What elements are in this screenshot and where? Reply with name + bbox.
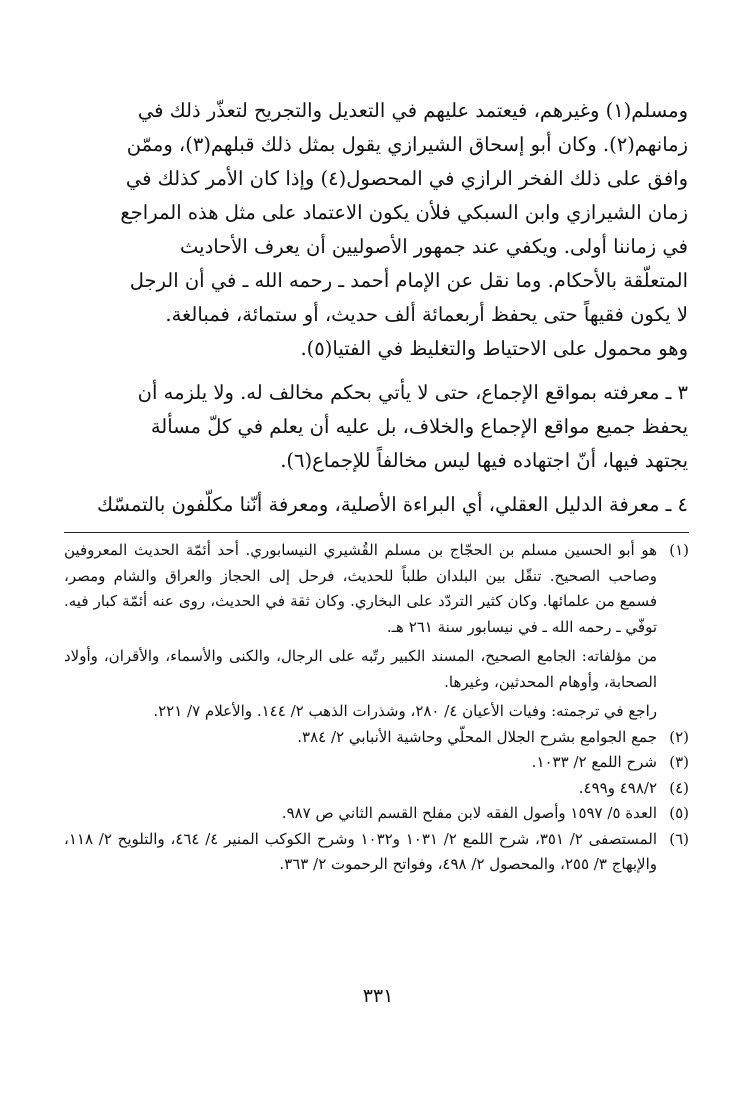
- footnote-number: (٦): [669, 829, 689, 848]
- footnote-text: ٤٩٨/٢ و٤٩٩.: [578, 778, 657, 797]
- footnote-6: [64, 827, 689, 878]
- text-line: يحفظ جميع مواقع الإجماع والخلاف، بل عليه أن يعلم في كلّ مسألة: [150, 415, 688, 438]
- text-line: ٣ ـ معرفته بمواقع الإجماع، حتى لا يأتي بحكم مخالف له. ولا يلزمه أن: [137, 381, 688, 404]
- footnote-text: جمع الجوامع بشرح الجلال المحلّي وحاشية الأنبابي ٢/ ٣٨٤.: [297, 727, 657, 746]
- text-line: وافق على ذلك الفخر الرازي في المحصول(٤) وإذا كان الأمر كذلك في: [125, 167, 688, 190]
- list-item-3: [60, 376, 688, 478]
- footnote-1-refs: راجع في ترجمته: وفيات الأعيان ٤/ ٢٨٠، وشذرات الذهب ٢/ ١٤٤. والأعلام ٧/ ٢٢١.: [153, 702, 657, 720]
- footnote-1-works: من مؤلفاته: الجامع الصحيح، المسند الكبير رتّبه على الرجال، والكنى والأسماء، والأقران، وأولاد الصحابة، وأوهام المحدثين، وغيرها.: [64, 647, 657, 691]
- footnote-number: (٥): [669, 804, 689, 822]
- footnote-number: (٤): [669, 778, 689, 797]
- footnotes: [64, 538, 689, 878]
- text-line: يجتهد فيها، أنّ اجتهاده فيها ليس مخالفاً للإجماع(٦).: [280, 449, 688, 472]
- footnote-text: العدة ٥/ ١٥٩٧ وأصول الفقه لابن مفلح القسم الثاني ص ٩٨٧.: [281, 804, 657, 822]
- text-line: لا يكون فقيهاً حتى يحفظ أربعمائة ألف حديث، أو ستمائة، فمبالغة.: [165, 303, 688, 326]
- footnote-text: المستصفى ٢/ ٣٥١، شرح اللمع ٢/ ١٠٣١ و١٠٣٢ وشرح الكوكب المنير ٤/ ٤٦٤، والتلويح ٢/ ١١٨، والإبهاج ٣/ ٢٥٥، والمحصول ٢/ ٤٩٨، وفواتح الرحموت ٢/ ٣٦٣.: [64, 829, 658, 873]
- text-line: وهو محمول على الاحتياط والتغليظ في الفتيا(٥).: [300, 337, 688, 360]
- main-text: [60, 94, 688, 522]
- footnote-text: هو أبو الحسين مسلم بن الحجّاج بن مسلم القُشيري النيسابوري. أحد أئمّة الحديث المعروفين وصاحب الصحيح. تنقّل بين البلدان طلباً للحديث، فرحل إلى الحجاز والعراق والشام ومصر، فسمع من علمائها. وكان كثير التردّد على البخاري. وكان ثقة في الحديث، روى عنه أئمّة كبار فيه. توفّي ـ رحمه الله ـ في نيسابور سنة ٢٦١ هـ.: [64, 541, 657, 636]
- footnote-1: [64, 538, 689, 640]
- footnote-number: (٢): [669, 727, 689, 746]
- footnote-number: (٣): [669, 753, 689, 771]
- text-line: ومسلم(١) وغيرهم، فيعتمد عليهم في التعديل والتجريح لتعذّر ذلك في: [137, 99, 688, 122]
- list-item-4: [60, 488, 688, 522]
- footnote-5: [64, 801, 689, 827]
- footnote-divider: [64, 532, 689, 533]
- text-line: ٤ ـ معرفة الدليل العقلي، أي البراءة الأصلية، ومعرفة أنّنا مكلّفون بالتمسّك: [97, 493, 688, 516]
- page-number: ٣٣١: [362, 985, 394, 1007]
- text-line: زمانهم(٢). وكان أبو إسحاق الشيرازي يقول بمثل ذلك قبلهم(٣)، وممّن: [126, 133, 688, 156]
- footnote-4: [64, 776, 689, 802]
- footnote-number: (١): [669, 541, 689, 559]
- text-line: زمان الشيرازي وابن السبكي فلأن يكون الاعتماد على مثل هذه المراجع: [120, 201, 688, 224]
- text-line: في زماننا أولى. ويكفي عند جمهور الأصوليين أن يعرف الأحاديث: [180, 235, 688, 258]
- footnote-3: [64, 750, 689, 776]
- paragraph-continuation: [60, 94, 688, 366]
- footnote-text: شرح اللمع ٢/ ١٠٣٣.: [531, 753, 657, 771]
- text-line: المتعلّقة بالأحكام. وما نقل عن الإمام أحمد ـ رحمه الله ـ في أن الرجل: [129, 269, 688, 292]
- footnote-2: [64, 725, 689, 751]
